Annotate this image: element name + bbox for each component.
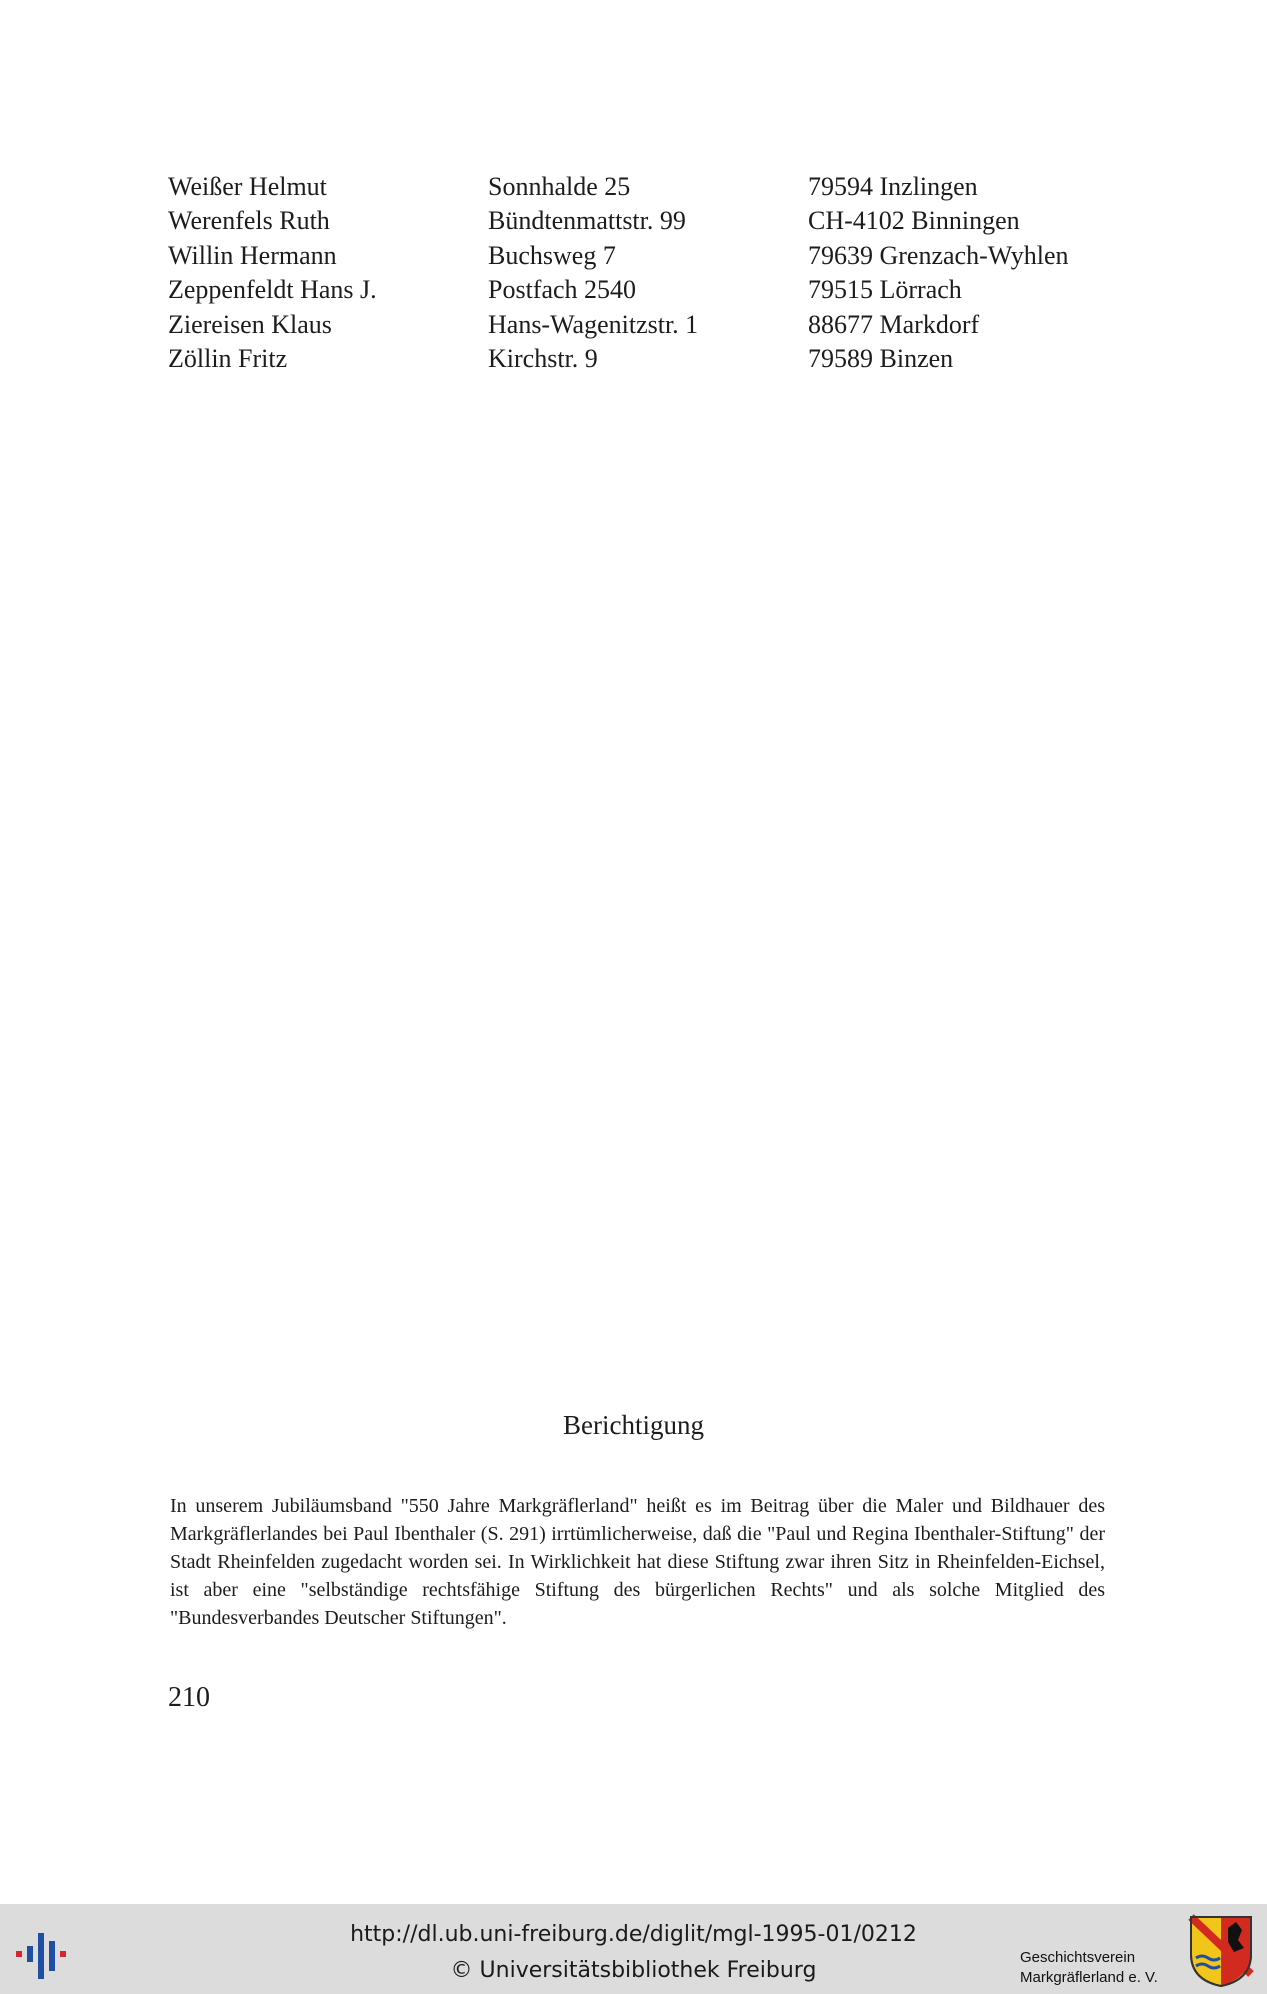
member-city: 79589 Binzen [808,343,954,373]
member-row [168,273,1128,307]
member-row [168,239,1128,273]
member-name: Zeppenfeldt Hans J. [168,275,377,305]
coat-of-arms-icon [1188,1914,1254,1988]
member-street: Sonnhalde 25 [488,172,631,201]
page-number: 210 [168,1682,210,1713]
member-name: Zöllin Fritz [168,343,288,373]
member-name: Ziereisen Klaus [168,309,332,339]
member-city: 79639 Grenzach-Wyhlen [808,240,1069,270]
member-street: Kirchstr. 9 [488,343,598,373]
member-street: Hans-Wagenitzstr. 1 [488,309,699,339]
society-name [1020,1948,1158,1988]
member-name: Werenfels Ruth [168,206,330,236]
member-city: CH-4102 Binningen [808,206,1020,236]
member-street: Postfach 2540 [488,275,637,305]
member-name: Weißer Helmut [168,172,327,201]
member-list [168,170,1128,376]
member-city: 79594 Inzlingen [808,172,978,201]
member-street: Buchsweg 7 [488,240,616,270]
member-street: Bündtenmattstr. 99 [488,206,686,236]
member-row [168,204,1128,238]
correction-heading: Berichtigung [563,1410,704,1440]
member-city: 88677 Markdorf [808,309,980,339]
society-line-1: Geschichtsverein [1020,1949,1136,1966]
member-row [168,170,1128,204]
footer-bar [0,1904,1267,1994]
footer-copyright: © Universitätsbibliothek Freiburg [450,1958,817,1983]
member-name: Willin Hermann [168,240,337,270]
member-row [168,342,1128,376]
footer-url-link[interactable]: http://dl.ub.uni-freiburg.de/diglit/mgl-1995-01/0212 [350,1922,917,1947]
society-line-2: Markgräflerland e. V. [1020,1969,1158,1986]
correction-text: In unserem Jubiläumsband "550 Jahre Markgräflerland" heißt es im Beitrag über die Maler und Bildhauer des Markgräflerlandes bei Paul Ibenthaler (S. 291) irrtümlicherweise, daß die "Paul und Regina Ibenthaler-Stiftung" der Stadt Rheinfelden zugedacht worden sei. In Wirklichkeit hat diese Stiftung zwar ihren Sitz in Rheinfelden-Eichsel, ist aber eine "selbständige rechtsfähige Stiftung des bürgerlichen Rechts" und als solche Mitglied des "Bundesverbandes Deutscher Stiftungen". [170,1495,1105,1629]
member-row [168,308,1128,342]
member-city: 79515 Lörrach [808,275,962,305]
